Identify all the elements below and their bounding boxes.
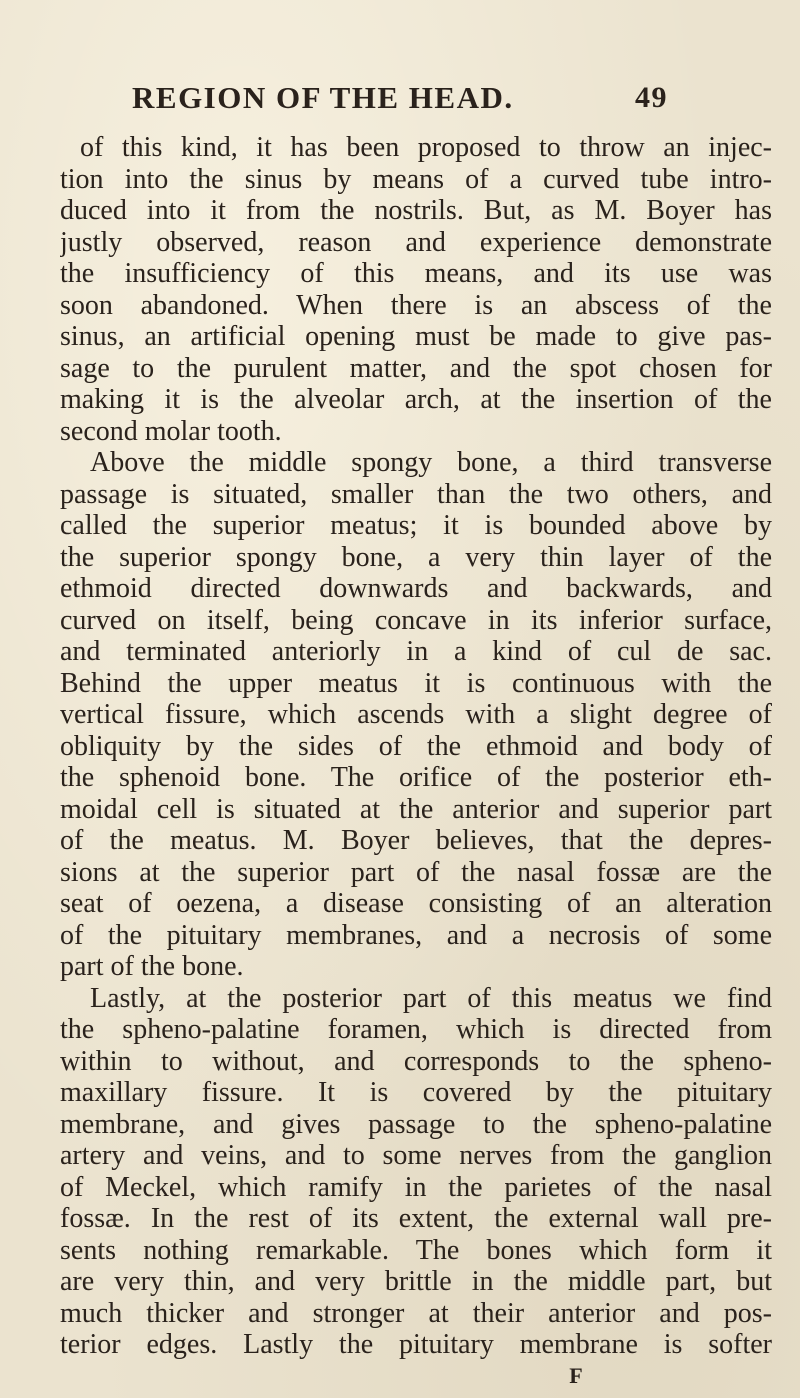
text-line: of the pituitary membranes, and a necrosis of some bbox=[60, 919, 772, 951]
paragraph-start-line: Lastly, at the posterior part of this meatus we find bbox=[90, 982, 772, 1014]
running-head-title: REGION OF THE HEAD. bbox=[132, 80, 514, 115]
text-line: terior edges. Lastly the pituitary membrane is softer bbox=[60, 1329, 772, 1360]
text-line: of this kind, it has been proposed to throw an injec- bbox=[80, 132, 772, 163]
page-number: 49 bbox=[635, 81, 668, 114]
text-line: the spheno-palatine foramen, which is directed from bbox=[60, 1014, 772, 1045]
text-line: the sphenoid bone. The orifice of the posterior eth- bbox=[60, 762, 772, 793]
text-line: within to without, and corresponds to the spheno- bbox=[60, 1045, 772, 1077]
text-line: soon abandoned. When there is an abscess of the bbox=[60, 289, 772, 321]
text-line: called the superior meatus; it is bounded above by bbox=[60, 510, 772, 541]
running-head bbox=[132, 78, 668, 118]
text-line: ethmoid directed downwards and backwards, and bbox=[60, 573, 772, 604]
text-line: justly observed, reason and experience demonstrate bbox=[60, 226, 772, 258]
text-line: the superior spongy bone, a very thin layer of the bbox=[60, 541, 772, 573]
text-line: sions at the superior part of the nasal fossæ are the bbox=[60, 856, 772, 888]
text-line: sage to the purulent matter, and the spot chosen for bbox=[60, 352, 772, 384]
text-line: maxillary fissure. It is covered by the pituitary bbox=[60, 1077, 772, 1108]
text-line: are very thin, and very brittle in the middle part, but bbox=[60, 1266, 772, 1297]
text-line: duced into it from the nostrils. But, as M. Boyer has bbox=[60, 195, 772, 226]
signature-mark: F bbox=[569, 1363, 583, 1388]
text-line: curved on itself, being concave in its inferior surface, bbox=[60, 604, 772, 636]
text-line: of Meckel, which ramify in the parietes of the nasal bbox=[60, 1171, 772, 1203]
text-line: the insufficiency of this means, and its use was bbox=[60, 258, 772, 289]
text-line: Behind the upper meatus it is continuous with the bbox=[60, 667, 772, 699]
text-line: second molar tooth. bbox=[60, 415, 282, 447]
text-line: membrane, and gives passage to the spheno-palatine bbox=[60, 1108, 772, 1140]
text-line: sents nothing remarkable. The bones which form it bbox=[60, 1234, 772, 1266]
body-text bbox=[60, 131, 772, 1388]
paragraph-start-line: Above the middle spongy bone, a third transverse bbox=[90, 447, 772, 478]
text-line: of the meatus. M. Boyer believes, that the depres- bbox=[60, 825, 772, 856]
text-line: sinus, an artificial opening must be made to give pas- bbox=[60, 321, 772, 352]
text-line: moidal cell is situated at the anterior and superior part bbox=[60, 793, 772, 825]
text-line: passage is situated, smaller than the two others, and bbox=[60, 478, 772, 510]
text-line: tion into the sinus by means of a curved tube intro- bbox=[60, 163, 772, 195]
text-line: obliquity by the sides of the ethmoid and body of bbox=[60, 730, 772, 762]
text-line: part of the bone. bbox=[60, 951, 244, 982]
text-line: much thicker and stronger at their anterior and pos- bbox=[60, 1297, 772, 1329]
text-line: making it is the alveolar arch, at the insertion of the bbox=[60, 384, 772, 415]
text-line: vertical fissure, which ascends with a slight degree of bbox=[60, 699, 772, 730]
text-line: artery and veins, and to some nerves from the ganglion bbox=[60, 1140, 772, 1171]
text-line: fossæ. In the rest of its extent, the external wall pre- bbox=[60, 1203, 772, 1234]
text-line: and terminated anteriorly in a kind of cul de sac. bbox=[60, 636, 772, 667]
text-line: seat of oezena, a disease consisting of an alteration bbox=[60, 888, 772, 919]
